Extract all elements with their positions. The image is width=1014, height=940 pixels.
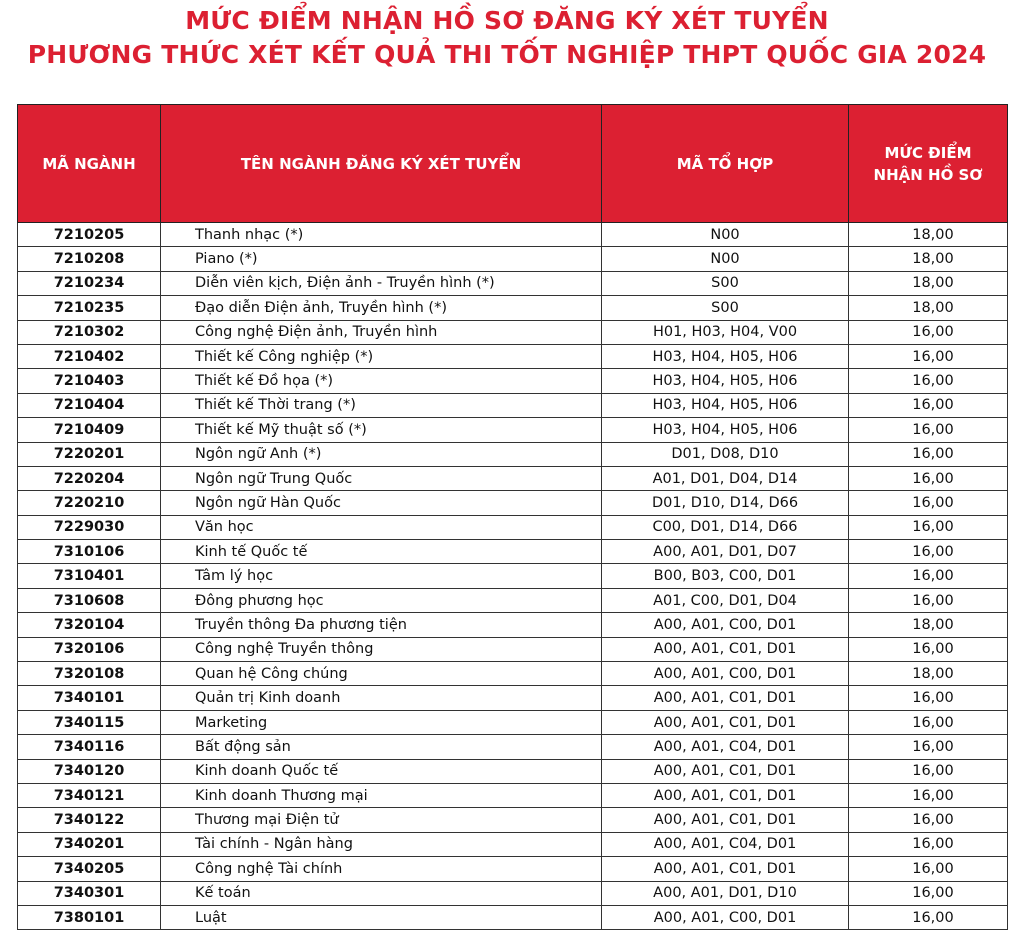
major-code-cell: 7220204	[18, 466, 161, 490]
major-name-cell: Diễn viên kịch, Điện ảnh - Truyền hình (*)	[161, 271, 602, 295]
min-score-cell: 16,00	[849, 735, 1008, 759]
major-name-cell: Luật	[161, 905, 602, 929]
min-score-cell: 16,00	[849, 759, 1008, 783]
min-score-cell: 16,00	[849, 905, 1008, 929]
min-score-cell: 18,00	[849, 613, 1008, 637]
table-row	[18, 759, 1008, 783]
min-score-cell: 16,00	[849, 783, 1008, 807]
min-score-cell: 16,00	[849, 808, 1008, 832]
major-code-cell: 7220210	[18, 491, 161, 515]
min-score-cell: 16,00	[849, 491, 1008, 515]
major-code-cell: 7210302	[18, 320, 161, 344]
major-name-cell: Ngôn ngữ Anh (*)	[161, 442, 602, 466]
table-row	[18, 588, 1008, 612]
subject-combination-cell: B00, B03, C00, D01	[602, 564, 849, 588]
major-name-cell: Đông phương học	[161, 588, 602, 612]
major-name-cell: Ngôn ngữ Hàn Quốc	[161, 491, 602, 515]
min-score-cell: 16,00	[849, 832, 1008, 856]
header-min-score-line2: NHẬN HỒ SƠ	[873, 165, 983, 184]
major-code-cell: 7340101	[18, 686, 161, 710]
min-score-cell: 16,00	[849, 881, 1008, 905]
subject-combination-cell: H03, H04, H05, H06	[602, 418, 849, 442]
major-code-cell: 7380101	[18, 905, 161, 929]
min-score-cell: 16,00	[849, 710, 1008, 734]
table-row	[18, 905, 1008, 929]
major-code-cell: 7210409	[18, 418, 161, 442]
table-header-row	[18, 105, 1008, 223]
title-line-2: PHƯƠNG THỨC XÉT KẾT QUẢ THI TỐT NGHIỆP THPT QUỐC GIA 2024	[27, 40, 987, 69]
subject-combination-cell: S00	[602, 271, 849, 295]
major-code-cell: 7310401	[18, 564, 161, 588]
subject-combination-cell: S00	[602, 296, 849, 320]
subject-combination-cell: A00, A01, C01, D01	[602, 686, 849, 710]
major-name-cell: Thiết kế Công nghiệp (*)	[161, 344, 602, 368]
header-major-code: MÃ NGÀNH	[18, 105, 161, 223]
major-name-cell: Kinh tế Quốc tế	[161, 540, 602, 564]
table-row	[18, 320, 1008, 344]
table-row	[18, 418, 1008, 442]
major-name-cell: Thiết kế Mỹ thuật số (*)	[161, 418, 602, 442]
major-name-cell: Thương mại Điện tử	[161, 808, 602, 832]
table-row	[18, 296, 1008, 320]
major-code-cell: 7210403	[18, 369, 161, 393]
min-score-cell: 16,00	[849, 442, 1008, 466]
min-score-cell: 16,00	[849, 344, 1008, 368]
major-name-cell: Văn học	[161, 515, 602, 539]
major-code-cell: 7340116	[18, 735, 161, 759]
page-title	[0, 4, 1014, 72]
header-min-score	[849, 105, 1008, 223]
major-name-cell: Truyền thông Đa phương tiện	[161, 613, 602, 637]
table-row	[18, 686, 1008, 710]
subject-combination-cell: A01, D01, D04, D14	[602, 466, 849, 490]
major-code-cell: 7310106	[18, 540, 161, 564]
subject-combination-cell: N00	[602, 247, 849, 271]
major-name-cell: Thanh nhạc (*)	[161, 223, 602, 247]
min-score-cell: 16,00	[849, 320, 1008, 344]
major-code-cell: 7340115	[18, 710, 161, 734]
subject-combination-cell: A00, A01, C01, D01	[602, 808, 849, 832]
major-name-cell: Ngôn ngữ Trung Quốc	[161, 466, 602, 490]
min-score-cell: 16,00	[849, 540, 1008, 564]
major-code-cell: 7320106	[18, 637, 161, 661]
header-subject-combination: MÃ TỔ HỢP	[602, 105, 849, 223]
table-row	[18, 613, 1008, 637]
major-name-cell: Kinh doanh Thương mại	[161, 783, 602, 807]
admission-score-table	[17, 104, 1008, 930]
min-score-cell: 18,00	[849, 247, 1008, 271]
table-row	[18, 832, 1008, 856]
major-name-cell: Thiết kế Thời trang (*)	[161, 393, 602, 417]
table-row	[18, 735, 1008, 759]
subject-combination-cell: D01, D10, D14, D66	[602, 491, 849, 515]
min-score-cell: 16,00	[849, 369, 1008, 393]
subject-combination-cell: A00, A01, C01, D01	[602, 857, 849, 881]
major-name-cell: Quản trị Kinh doanh	[161, 686, 602, 710]
min-score-cell: 16,00	[849, 418, 1008, 442]
subject-combination-cell: A00, A01, D01, D07	[602, 540, 849, 564]
table-row	[18, 637, 1008, 661]
min-score-cell: 16,00	[849, 466, 1008, 490]
major-code-cell: 7220201	[18, 442, 161, 466]
table-row	[18, 710, 1008, 734]
major-name-cell: Tài chính - Ngân hàng	[161, 832, 602, 856]
major-code-cell: 7229030	[18, 515, 161, 539]
table-row	[18, 662, 1008, 686]
subject-combination-cell: A00, A01, C04, D01	[602, 832, 849, 856]
subject-combination-cell: C00, D01, D14, D66	[602, 515, 849, 539]
major-code-cell: 7210235	[18, 296, 161, 320]
table-row	[18, 223, 1008, 247]
subject-combination-cell: A00, A01, C01, D01	[602, 783, 849, 807]
table-row	[18, 247, 1008, 271]
major-code-cell: 7340201	[18, 832, 161, 856]
major-code-cell: 7210404	[18, 393, 161, 417]
subject-combination-cell: H01, H03, H04, V00	[602, 320, 849, 344]
table-row	[18, 783, 1008, 807]
min-score-cell: 16,00	[849, 515, 1008, 539]
subject-combination-cell: H03, H04, H05, H06	[602, 344, 849, 368]
major-code-cell: 7340120	[18, 759, 161, 783]
min-score-cell: 16,00	[849, 857, 1008, 881]
subject-combination-cell: H03, H04, H05, H06	[602, 393, 849, 417]
table-body	[18, 223, 1008, 930]
subject-combination-cell: A00, A01, C00, D01	[602, 905, 849, 929]
major-name-cell: Piano (*)	[161, 247, 602, 271]
table-row	[18, 564, 1008, 588]
major-code-cell: 7210205	[18, 223, 161, 247]
subject-combination-cell: A00, A01, C01, D01	[602, 710, 849, 734]
min-score-cell: 16,00	[849, 637, 1008, 661]
table-row	[18, 491, 1008, 515]
major-code-cell: 7320108	[18, 662, 161, 686]
min-score-cell: 16,00	[849, 588, 1008, 612]
subject-combination-cell: A00, A01, C01, D01	[602, 759, 849, 783]
header-min-score-line1: MỨC ĐIỂM	[884, 143, 972, 162]
min-score-cell: 18,00	[849, 271, 1008, 295]
major-code-cell: 7340301	[18, 881, 161, 905]
table-row	[18, 540, 1008, 564]
min-score-cell: 18,00	[849, 223, 1008, 247]
min-score-cell: 18,00	[849, 296, 1008, 320]
major-name-cell: Kế toán	[161, 881, 602, 905]
table-row	[18, 881, 1008, 905]
subject-combination-cell: H03, H04, H05, H06	[602, 369, 849, 393]
major-code-cell: 7310608	[18, 588, 161, 612]
major-code-cell: 7320104	[18, 613, 161, 637]
table-row	[18, 857, 1008, 881]
table-row	[18, 393, 1008, 417]
major-code-cell: 7340122	[18, 808, 161, 832]
major-name-cell: Thiết kế Đồ họa (*)	[161, 369, 602, 393]
major-code-cell: 7210208	[18, 247, 161, 271]
major-name-cell: Bất động sản	[161, 735, 602, 759]
subject-combination-cell: D01, D08, D10	[602, 442, 849, 466]
table-row	[18, 442, 1008, 466]
table-row	[18, 369, 1008, 393]
major-name-cell: Tâm lý học	[161, 564, 602, 588]
min-score-cell: 16,00	[849, 564, 1008, 588]
subject-combination-cell: A01, C00, D01, D04	[602, 588, 849, 612]
table-row	[18, 466, 1008, 490]
major-code-cell: 7210402	[18, 344, 161, 368]
min-score-cell: 16,00	[849, 393, 1008, 417]
min-score-cell: 18,00	[849, 662, 1008, 686]
header-major-name: TÊN NGÀNH ĐĂNG KÝ XÉT TUYỂN	[161, 105, 602, 223]
major-name-cell: Công nghệ Điện ảnh, Truyền hình	[161, 320, 602, 344]
major-name-cell: Đạo diễn Điện ảnh, Truyền hình (*)	[161, 296, 602, 320]
major-name-cell: Công nghệ Truyền thông	[161, 637, 602, 661]
table-row	[18, 344, 1008, 368]
major-code-cell: 7340205	[18, 857, 161, 881]
table-row	[18, 515, 1008, 539]
table-row	[18, 808, 1008, 832]
min-score-cell: 16,00	[849, 686, 1008, 710]
table-row	[18, 271, 1008, 295]
subject-combination-cell: A00, A01, D01, D10	[602, 881, 849, 905]
major-name-cell: Quan hệ Công chúng	[161, 662, 602, 686]
major-name-cell: Công nghệ Tài chính	[161, 857, 602, 881]
major-code-cell: 7340121	[18, 783, 161, 807]
subject-combination-cell: A00, A01, C01, D01	[602, 637, 849, 661]
subject-combination-cell: N00	[602, 223, 849, 247]
major-name-cell: Marketing	[161, 710, 602, 734]
title-line-1: MỨC ĐIỂM NHẬN HỒ SƠ ĐĂNG KÝ XÉT TUYỂN	[185, 6, 829, 35]
major-code-cell: 7210234	[18, 271, 161, 295]
subject-combination-cell: A00, A01, C00, D01	[602, 613, 849, 637]
subject-combination-cell: A00, A01, C00, D01	[602, 662, 849, 686]
major-name-cell: Kinh doanh Quốc tế	[161, 759, 602, 783]
subject-combination-cell: A00, A01, C04, D01	[602, 735, 849, 759]
